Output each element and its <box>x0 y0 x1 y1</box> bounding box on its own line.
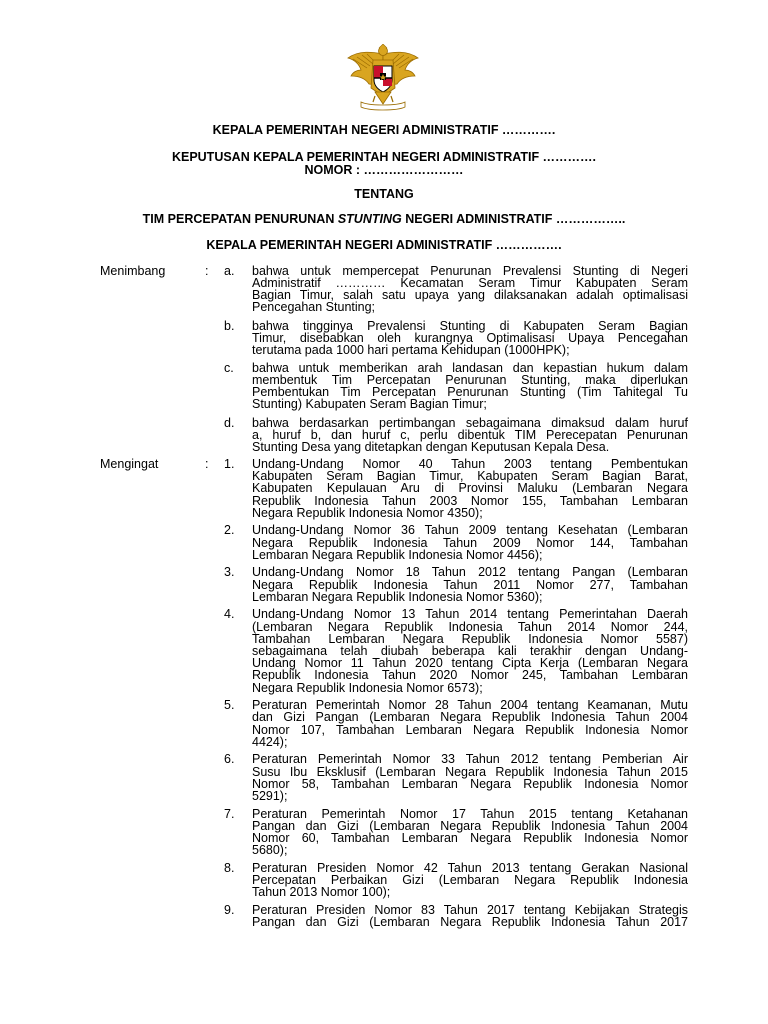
list-item-marker: 1. <box>224 457 235 471</box>
list-item-line: Pangan dan Gizi (Lembaran Negara Republik Indonesia Tahun 2017 <box>252 914 688 929</box>
list-item-line: bahwa tingginya Prevalensi Stunting di Kabupaten Seram Bagian <box>252 318 688 333</box>
list-item-marker: 4. <box>224 607 235 622</box>
list-item-line: bahwa untuk mempercepat Penurunan Prevalensi Stunting di Negeri <box>252 264 688 278</box>
list-item-line: Undang-Undang Nomor 13 Tahun 2014 tentang Pemerintahan Daerah <box>252 607 688 622</box>
list-item-line: 5291); <box>252 788 288 803</box>
list-item-line: Undang Nomor 11 Tahun 2020 tentang Cipta Kerja (Lembaran Negara <box>252 656 688 671</box>
list-item-line: Undang-Undang Nomor 18 Tahun 2012 tentang Pangan (Lembaran <box>252 565 688 580</box>
list-item-marker: 6. <box>224 752 235 767</box>
header-line-5-pre: TIM PERCEPATAN PENURUNAN <box>142 212 338 226</box>
header-line-6: KEPALA PEMERINTAH NEGERI ADMINISTRATIF ……………. <box>206 238 562 252</box>
list-item-line: membentuk Tim Percepatan Penurunan Stunting, maka diperlukan <box>252 373 688 388</box>
header-line-5-post: NEGERI ADMINISTRATIF …………….. <box>401 212 626 226</box>
list-item-line: a, huruf b, dan huruf c, perlu dibentuk TIM Perecepatan Penurunan <box>252 427 688 442</box>
list-item-line: Kabupaten Kepulauan Aru di Provinsi Maluku (Lembaran Negara <box>252 481 688 496</box>
list-item-line: Undang-Undang Nomor 36 Tahun 2009 tentang Kesehatan (Lembaran <box>252 523 688 538</box>
list-item-line: Bagian Timur, salah satu upaya yang dilaksanakan adalah optimalisasi <box>252 288 688 303</box>
list-item-marker: 8. <box>224 860 235 875</box>
section-colon: : <box>205 457 209 471</box>
list-item-line: (Lembaran Negara Republik Indonesia Tahun 2014 Nomor 244, <box>252 619 688 634</box>
list-item-line: Nomor 107, Tambahan Lembaran Negara Republik Indonesia Nomor <box>252 722 688 737</box>
list-item-line: Peraturan Presiden Nomor 83 Tahun 2017 tentang Kebijakan Strategis <box>252 902 688 917</box>
section-label: Menimbang <box>100 264 166 278</box>
list-item-line: Peraturan Pemerintah Nomor 28 Tahun 2004 tentang Keamanan, Mutu <box>252 698 688 713</box>
list-item-line: 4424); <box>252 734 288 749</box>
list-item-line: Susu Ibu Eksklusif (Lembaran Negara Republik Indonesia Tahun 2015 <box>252 764 688 779</box>
list-item-line: Percepatan Perbaikan Gizi (Lembaran Negara Republik Indonesia <box>252 872 688 887</box>
list-item-line: Peraturan Presiden Nomor 42 Tahun 2013 tentang Gerakan Nasional <box>252 860 688 875</box>
list-item-marker: 5. <box>224 698 235 713</box>
list-item-marker: 9. <box>224 902 235 917</box>
list-item-marker: c. <box>224 361 234 376</box>
garuda-emblem-icon <box>345 44 421 112</box>
list-item-line: Negara Republik Indonesia Tahun 2011 Nomor 277, Tambahan <box>252 577 688 592</box>
list-item-line: bahwa untuk memberikan arah landasan dan kepastian hukum dalam <box>252 361 688 376</box>
list-item-line: Undang-Undang Nomor 40 Tahun 2003 tentang Pembentukan <box>252 457 688 471</box>
list-item-line: Negara Republik Indonesia Tahun 2009 Nomor 144, Tambahan <box>252 535 688 550</box>
list-item-line: Lembaran Negara Republik Indonesia Nomor 4456); <box>252 547 543 562</box>
header-line-4: TENTANG <box>354 187 414 201</box>
list-item-line: Republik Indonesia Tahun 2020 Nomor 245, Tambahan Lembaran <box>252 668 688 683</box>
list-item-marker: 2. <box>224 523 235 538</box>
header-line-5 <box>0 212 768 227</box>
list-item-line: Tahun 2013 Nomor 100); <box>252 885 391 900</box>
list-item-marker: a. <box>224 264 235 278</box>
section-label: Mengingat <box>100 457 159 471</box>
section-colon: : <box>205 264 209 278</box>
list-item-line: Kabupaten Seram Bagian Timur, Kabupaten Seram Bagian Barat, <box>252 469 688 484</box>
header-line-2: KEPUTUSAN KEPALA PEMERINTAH NEGERI ADMINISTRATIF …………. <box>171 150 597 164</box>
list-item-line: Nomor 58, Tambahan Lembaran Negara Republik Indonesia Nomor <box>252 776 688 791</box>
list-item-marker: 7. <box>224 806 235 821</box>
list-item-line: Nomor 60, Tambahan Lembaran Negara Republik Indonesia Nomor <box>252 830 688 845</box>
list-item-line: Tambahan Lembaran Negara Republik Indonesia Nomor 5587) <box>252 631 688 646</box>
list-item-line: Stunting Desa yang ditetapkan dengan Keputusan Kepala Desa. <box>252 439 610 454</box>
list-item-line: terutama pada 1000 hari pertama Kehidupan (1000HPK); <box>252 342 570 357</box>
list-item-line: dan Gizi Pangan (Lembaran Negara Republik Indonesia Tahun 2004 <box>252 710 688 725</box>
list-item-line: Timur, disebabkan oleh kurangnya Optimalisasi Upaya Pencegahan <box>252 330 688 345</box>
list-item-line: sebagaimana telah diubah beberapa kali terakhir dengan Undang- <box>252 643 688 658</box>
list-item-line: Peraturan Pemerintah Nomor 33 Tahun 2012 tentang Pemberian Air <box>252 752 688 767</box>
list-item-marker: b. <box>224 318 235 333</box>
list-item-line: Peraturan Pemerintah Nomor 17 Tahun 2015 tentang Ketahanan <box>252 806 688 821</box>
list-item-marker: 3. <box>224 565 235 580</box>
header-line-5-italic: STUNTING <box>337 212 402 226</box>
list-item-line: bahwa berdasarkan pertimbangan sebagaimana dimaksud dalam huruf <box>252 415 688 430</box>
list-item-line: Negara Republik Indonesia Nomor 6573); <box>252 680 483 695</box>
list-item-line: Pencegahan Stunting; <box>252 300 376 315</box>
list-item-line: 5680); <box>252 843 288 858</box>
header-line-1: KEPALA PEMERINTAH NEGERI ADMINISTRATIF …………. <box>212 123 556 137</box>
list-item-line: Stunting) Kabupaten Seram Bagian Timur; <box>252 397 487 412</box>
list-item-line: Republik Indonesia Tahun 2003 Nomor 155, Tambahan Lembaran <box>252 493 688 508</box>
list-item-line: Administratif ………… Kecamatan Seram Timur Kabupaten Seram <box>252 276 688 291</box>
list-item-line: Negara Republik Indonesia Nomor 4350); <box>252 505 483 520</box>
header-line-3: NOMOR : …………………… <box>304 163 464 177</box>
list-item-marker: d. <box>224 415 235 430</box>
list-item-line: Pembentukan Tim Percepatan Penurunan Stunting (Tim Tahitegal Tu <box>252 385 688 400</box>
list-item-line: Lembaran Negara Republik Indonesia Nomor 5360); <box>252 589 543 604</box>
list-item-line: Pangan dan Gizi (Lembaran Negara Republik Indonesia Tahun 2004 <box>252 818 688 833</box>
